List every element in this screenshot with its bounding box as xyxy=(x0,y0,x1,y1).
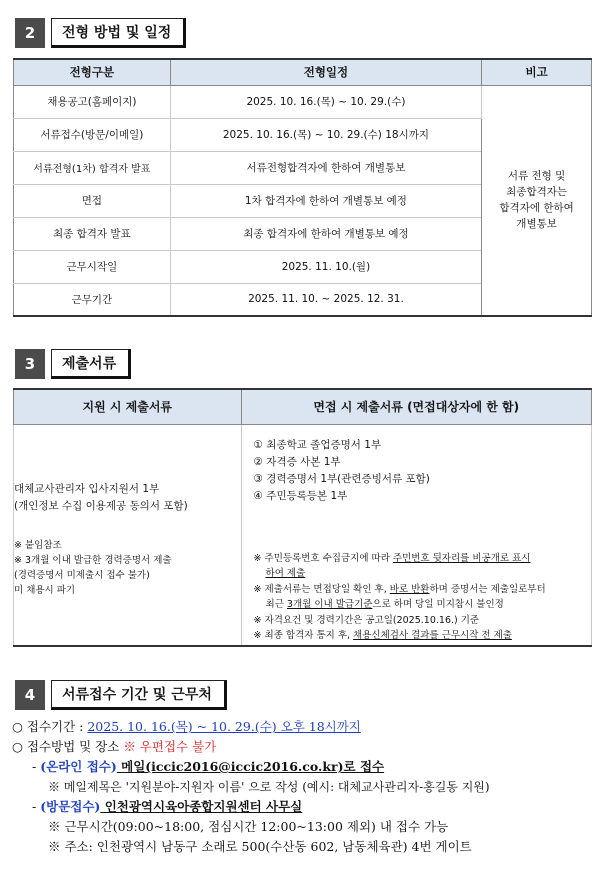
cell-type: 채용공고(홈페이지) xyxy=(14,85,171,118)
visit-line: - (방문접수) 인천광역시육아종합지원센터 사무실 xyxy=(32,799,303,814)
section-title: 서류접수 기간 및 근무처 xyxy=(51,680,227,710)
apply-note: ※ 3개월 이내 발급한 경력증명서 제출 xyxy=(14,554,172,566)
cell-schedule: 1차 합격자에 한하여 개별통보 예정 xyxy=(170,184,481,217)
cell-schedule: 2025. 11. 10.(월) xyxy=(170,250,481,283)
interview-note: 최근 3개월 이내 발급기준으로 하며 당일 미지참시 불인정 xyxy=(265,599,504,610)
col-header-note: 비고 xyxy=(482,59,592,85)
method-line: ○ 접수방법 및 장소 ※ 우편접수 불가 xyxy=(12,739,217,754)
list-item: ④ 주민등록등본 1부 xyxy=(253,489,348,502)
address-note: ※ 주소: 인천광역시 남동구 소래로 500(수산동 602, 남동체육관) 4번 게이트 xyxy=(48,839,472,854)
interview-note: ※ 주민등록번호 수집금지에 따라 주민번호 뒷자리를 비공개로 표시 xyxy=(253,552,531,564)
section-number: 3 xyxy=(15,349,45,379)
section-title: 제출서류 xyxy=(51,349,131,379)
cell-type: 면접 xyxy=(14,184,171,217)
documents-table xyxy=(13,388,592,647)
interview-note: 하여 제출 xyxy=(265,568,306,579)
cell-schedule: 2025. 11. 10. ~ 2025. 12. 31. xyxy=(170,283,481,316)
cell-type: 근무기간 xyxy=(14,283,171,316)
period-line: ○ 접수기간 : 2025. 10. 16.(목) ~ 10. 29.(수) 오후 18시까지 xyxy=(12,719,361,734)
section-2-header xyxy=(15,18,186,48)
apply-doc-main: 대체교사관리자 입사지원서 1부 xyxy=(14,482,160,495)
section-number: 4 xyxy=(15,680,45,710)
mail-subject-note: ※ 메일제목은 '지원분야-지원자 이름' 으로 작성 (예시: 대체교사관리자-홍길동 지원) xyxy=(48,780,490,794)
schedule-table xyxy=(13,58,592,317)
apply-note: 미 채용시 파기 xyxy=(14,584,76,596)
cell-schedule: 2025. 10. 16.(목) ~ 10. 29.(수) 18시까지 xyxy=(170,118,481,151)
section-title: 전형 방법 및 일정 xyxy=(51,18,186,48)
col-header-type: 전형구분 xyxy=(14,59,171,85)
section-number: 2 xyxy=(15,18,45,48)
cell-schedule: 2025. 10. 16.(목) ~ 10. 29.(수) xyxy=(170,85,481,118)
col-header-schedule: 전형일정 xyxy=(170,59,481,85)
col-header-interview-docs: 면접 시 제출서류 (면접대상자에 한 함) xyxy=(241,389,591,424)
list-item: ② 자격증 사본 1부 xyxy=(253,455,341,468)
col-header-apply-docs: 지원 시 제출서류 xyxy=(14,389,242,424)
table-row xyxy=(14,85,592,118)
cell-schedule: 서류전형합격자에 한하여 개별통보 xyxy=(170,151,481,184)
submission-info xyxy=(12,717,602,857)
apply-note: (경력증명서 미제출시 접수 불가) xyxy=(14,569,150,581)
interview-note: ※ 제출서류는 면접당일 확인 후, 바로 반환하며 증명서는 제출일로부터 xyxy=(253,583,546,595)
apply-docs-cell xyxy=(14,424,242,646)
cell-type: 최종 합격자 발표 xyxy=(14,217,171,250)
hours-note: ※ 근무시간(09:00~18:00, 점심시간 12:00~13:00 제외) 내 접수 가능 xyxy=(48,819,449,834)
apply-doc-sub: (개인정보 수집 이용제공 동의서 포함) xyxy=(14,499,188,512)
interview-note: ※ 최종 합격자 통지 후, 채용신체검사 결과를 근무시작 전 제출 xyxy=(253,630,512,641)
section-3-header xyxy=(15,349,131,379)
email-link[interactable]: 메일(iccic2016@iccic2016.co.kr)로 접수 xyxy=(116,759,385,774)
list-item: ① 최종학교 졸업증명서 1부 xyxy=(253,438,382,451)
cell-note: 서류 전형 및 최종합격자는 합격자에 한하여 개별통보 xyxy=(482,85,592,316)
section-4-header xyxy=(15,680,227,710)
list-item: ③ 경력증명서 1부(관련증빙서류 포함) xyxy=(253,472,430,485)
apply-note: ※ 붙임참조 xyxy=(14,539,62,551)
interview-docs-cell xyxy=(241,424,591,646)
online-line: - (온라인 접수) 메일(iccic2016@iccic2016.co.kr)로 접수 xyxy=(32,759,385,774)
interview-note: ※ 자격요건 및 경력기간은 공고일(2025.10.16.) 기준 xyxy=(253,614,480,626)
cell-type: 서류접수(방문/이메일) xyxy=(14,118,171,151)
cell-type: 서류전형(1차) 합격자 발표 xyxy=(14,151,171,184)
cell-type: 근무시작일 xyxy=(14,250,171,283)
cell-schedule: 최종 합격자에 한하여 개별통보 예정 xyxy=(170,217,481,250)
